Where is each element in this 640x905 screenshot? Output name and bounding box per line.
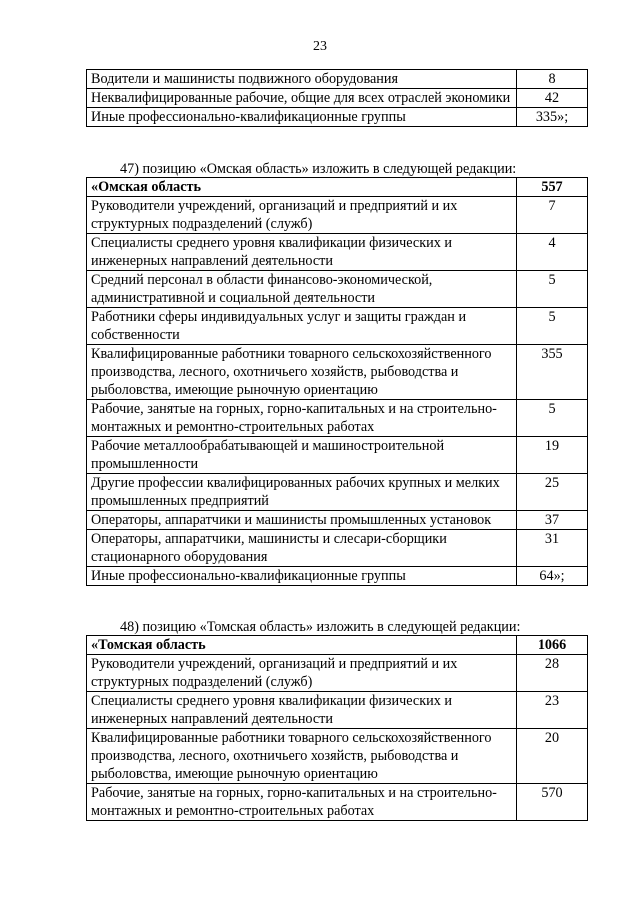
row-label: Рабочие металлообрабатывающей и машиностроительной промышленности: [87, 437, 517, 474]
row-value: 7: [517, 197, 588, 234]
table-row: [87, 70, 588, 89]
row-label: Квалифицированные работники товарного сельскохозяйственного производства, лесного, охотничьего хозяйств, рыбоводства и рыболовства, имеющие рыночную ориентацию: [87, 345, 517, 400]
section-47-intro: 47) позицию «Омская область» изложить в следующей редакции:: [120, 161, 517, 177]
region-total: 1066: [517, 636, 588, 655]
row-value: 5: [517, 271, 588, 308]
row-value: 20: [517, 729, 588, 784]
row-value: 37: [517, 511, 588, 530]
row-label: Операторы, аппаратчики и машинисты промышленных установок: [87, 511, 517, 530]
row-value: 28: [517, 655, 588, 692]
row-label: Руководители учреждений, организаций и предприятий и их структурных подразделений (служб): [87, 197, 517, 234]
row-label: Квалифицированные работники товарного сельскохозяйственного производства, лесного, охотничьего хозяйств, рыбоводства и рыболовства, имеющие рыночную ориентацию: [87, 729, 517, 784]
table-row: [87, 400, 588, 437]
row-value: 8: [517, 70, 588, 89]
region-name: «Омская область: [87, 178, 517, 197]
table-row: [87, 345, 588, 400]
row-value: 31: [517, 530, 588, 567]
row-label: Руководители учреждений, организаций и предприятий и их структурных подразделений (служб): [87, 655, 517, 692]
table-header-row: [87, 178, 588, 197]
region-name: «Томская область: [87, 636, 517, 655]
table-header-row: [87, 636, 588, 655]
row-label: Рабочие, занятые на горных, горно-капитальных и на строительно-монтажных и ремонтно-строительных работах: [87, 400, 517, 437]
row-label: Операторы, аппаратчики, машинисты и слесари-сборщики стационарного оборудования: [87, 530, 517, 567]
row-value: 64»;: [517, 567, 588, 586]
row-label: Иные профессионально-квалификационные группы: [87, 108, 517, 127]
table-row: [87, 474, 588, 511]
table-row: [87, 729, 588, 784]
table-row: [87, 89, 588, 108]
row-value: 5: [517, 308, 588, 345]
table-row: [87, 437, 588, 474]
region-total: 557: [517, 178, 588, 197]
table-row: [87, 234, 588, 271]
row-label: Неквалифицированные рабочие, общие для всех отраслей экономики: [87, 89, 517, 108]
table-row: [87, 784, 588, 821]
row-value: 570: [517, 784, 588, 821]
row-label: Другие профессии квалифицированных рабочих крупных и мелких промышленных предприятий: [87, 474, 517, 511]
section-48-intro: 48) позицию «Томская область» изложить в следующей редакции:: [120, 619, 521, 635]
row-label: Иные профессионально-квалификационные группы: [87, 567, 517, 586]
table-row: [87, 530, 588, 567]
table-tomsk: [86, 635, 588, 821]
page-number: 23: [313, 39, 327, 54]
row-value: 19: [517, 437, 588, 474]
table-row: [87, 567, 588, 586]
table-row: [87, 655, 588, 692]
table-row: [87, 308, 588, 345]
row-value: 4: [517, 234, 588, 271]
table-omsk: [86, 177, 588, 586]
row-value: 355: [517, 345, 588, 400]
row-value: 5: [517, 400, 588, 437]
table-row: [87, 108, 588, 127]
row-label: Водители и машинисты подвижного оборудования: [87, 70, 517, 89]
row-value: 25: [517, 474, 588, 511]
row-label: Рабочие, занятые на горных, горно-капитальных и на строительно-монтажных и ремонтно-строительных работах: [87, 784, 517, 821]
table-row: [87, 271, 588, 308]
table-continuation: [86, 69, 588, 127]
table-row: [87, 692, 588, 729]
row-value: 335»;: [517, 108, 588, 127]
row-value: 42: [517, 89, 588, 108]
table-row: [87, 197, 588, 234]
row-label: Работники сферы индивидуальных услуг и защиты граждан и собственности: [87, 308, 517, 345]
row-label: Средний персонал в области финансово-экономической, административной и социальной деятельности: [87, 271, 517, 308]
row-value: 23: [517, 692, 588, 729]
table-row: [87, 511, 588, 530]
row-label: Специалисты среднего уровня квалификации физических и инженерных направлений деятельности: [87, 692, 517, 729]
row-label: Специалисты среднего уровня квалификации физических и инженерных направлений деятельности: [87, 234, 517, 271]
